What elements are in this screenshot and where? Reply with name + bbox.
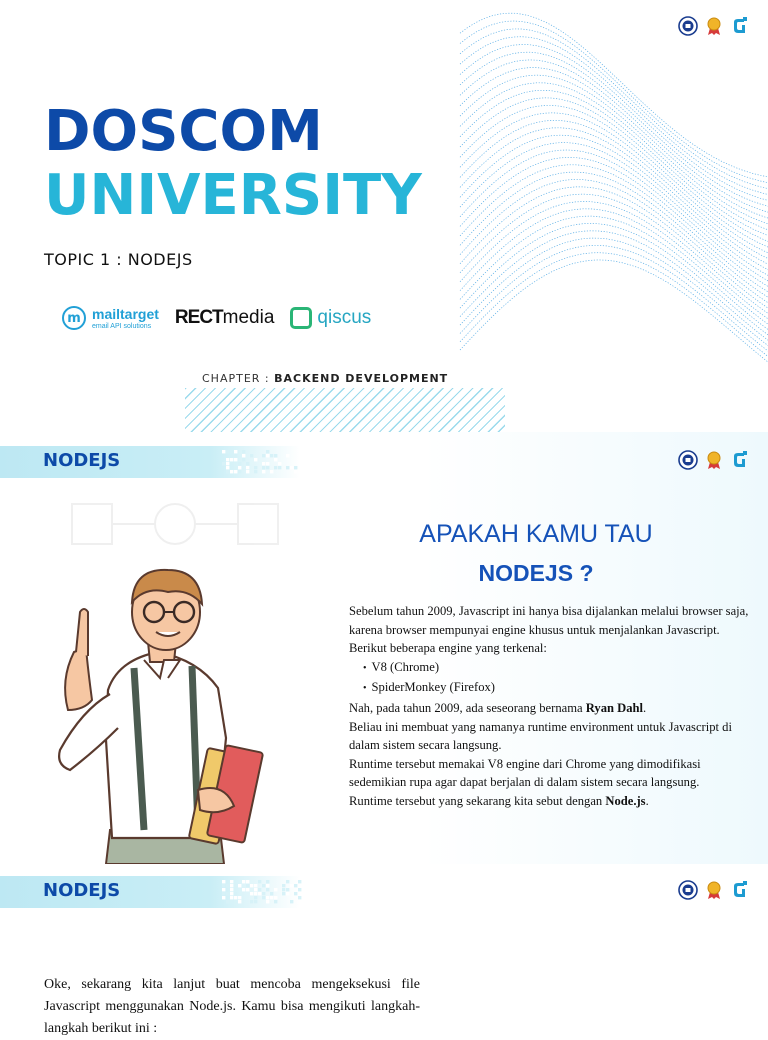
pixel-block [254, 896, 257, 899]
title-university: UNIVERSITY [44, 163, 422, 228]
pixel-block [250, 900, 253, 903]
chapter-label: CHAPTER : [202, 372, 275, 385]
paragraph: Runtime tersebut memakai V8 engine dari Chrome yang dimodifikasi sedemikian rupa agar dapat berjalan di dalam sistem secara langsung. [349, 756, 701, 790]
pixel-block [230, 880, 233, 883]
doscom-seal-icon [678, 450, 698, 470]
pixel-block [286, 454, 289, 457]
ryan-dahl-name: Ryan Dahl [585, 700, 644, 715]
pixel-block [254, 470, 257, 473]
badge-group [678, 450, 750, 470]
qiscus-wordmark: qiscus [317, 307, 372, 328]
pixel-block [262, 884, 265, 887]
pixel-block [230, 900, 233, 903]
sponsor-logos [62, 306, 371, 330]
pixel-block [238, 470, 241, 473]
pixel-block [258, 888, 261, 891]
pixel-block [250, 884, 253, 887]
pixel-block [226, 458, 229, 461]
brand-logo-icon [730, 450, 750, 470]
pixel-block [238, 462, 241, 465]
header-bar [0, 446, 300, 478]
mesh-wave-graphic [450, 20, 768, 390]
list-item: • SpiderMonkey (Firefox) [363, 678, 749, 699]
pixel-block [254, 892, 257, 895]
pixel-block [266, 462, 269, 465]
pixel-block [286, 888, 289, 891]
pixel-block [242, 454, 245, 457]
pixel-block [262, 892, 265, 895]
brand-logo-icon [730, 880, 750, 900]
pixel-block [290, 466, 293, 469]
pixel-block [278, 462, 281, 465]
header-bar [0, 876, 300, 908]
pixel-block [234, 470, 237, 473]
pixel-block [234, 892, 237, 895]
engine-list [363, 658, 749, 699]
rectmedia-logo [175, 307, 274, 329]
paragraph: Nah, pada tahun 2009, ada seseorang bernama Ryan Dahl. [349, 700, 647, 715]
pixel-block [226, 900, 229, 903]
pixel-block [266, 896, 269, 899]
pixel-block [270, 896, 273, 899]
pixel-block [266, 880, 269, 883]
pixel-block [298, 880, 301, 883]
pixel-block [274, 466, 277, 469]
topic-label: TOPIC 1 : NODEJS [44, 250, 193, 269]
content-slide [0, 864, 768, 1036]
doscom-seal-icon [678, 880, 698, 900]
pixel-block [246, 462, 249, 465]
pixel-block [294, 466, 297, 469]
mailtarget-tagline: email API solutions [92, 322, 152, 330]
content-slide [0, 432, 768, 864]
pixel-block [222, 892, 225, 895]
pixel-block [230, 896, 233, 899]
nodejs-explanation [349, 602, 749, 811]
pixel-block [250, 454, 253, 457]
pixel-block [226, 884, 229, 887]
diagonal-stripes-decoration [185, 388, 505, 432]
pixel-block [254, 458, 257, 461]
pixel-block [254, 884, 257, 887]
title-slide [0, 0, 768, 432]
pixel-block [258, 892, 261, 895]
pixel-block [270, 470, 273, 473]
pixel-block [286, 892, 289, 895]
pixel-block [298, 470, 301, 473]
pixel-block [286, 880, 289, 883]
pixel-block [298, 888, 301, 891]
qiscus-mark-icon [290, 307, 312, 329]
pixel-block [242, 450, 245, 453]
media-wordmark: media [222, 307, 275, 328]
pixel-block [274, 888, 277, 891]
mailtarget-name: mailtarget [92, 305, 159, 322]
pixel-block [258, 880, 261, 883]
pixel-block [238, 900, 241, 903]
paragraph: Berikut beberapa engine yang terkenal: [349, 641, 547, 656]
pixel-block [262, 896, 265, 899]
pixel-block [266, 466, 269, 469]
paragraph: Runtime tersebut yang sekarang kita sebut dengan Node.js. [349, 793, 649, 808]
pixel-block [222, 888, 225, 891]
pixel-block [234, 896, 237, 899]
pixel-block [226, 892, 229, 895]
pixel-block [266, 900, 269, 903]
pixel-block [290, 900, 293, 903]
pixel-block [222, 880, 225, 883]
pixel-block [274, 900, 277, 903]
pixel-block [246, 884, 249, 887]
pixel-block [222, 896, 225, 899]
pixel-block [254, 900, 257, 903]
pixel-block [270, 892, 273, 895]
pixel-block [286, 466, 289, 469]
pixel-block [234, 458, 237, 461]
pixel-block [238, 896, 241, 899]
pixel-block [294, 884, 297, 887]
faint-flowchart-decoration [70, 494, 280, 554]
qiscus-logo [290, 307, 371, 329]
rect-wordmark: RECT [174, 307, 223, 328]
paragraph: Beliau ini membuat yang namanya runtime environment untuk Javascript di dalam sistem secara langsung. [349, 719, 732, 753]
pixel-block [238, 884, 241, 887]
student-illustration [48, 560, 278, 864]
award-ribbon-icon [704, 880, 724, 900]
pixel-block [274, 454, 277, 457]
pixel-block [230, 450, 233, 453]
pixel-block [234, 454, 237, 457]
pixel-block [246, 466, 249, 469]
pixel-block [270, 454, 273, 457]
pixel-block [222, 884, 225, 887]
pixel-block [298, 896, 301, 899]
pixel-pattern-decoration [222, 450, 304, 474]
intro-paragraph: Oke, sekarang kita lanjut buat mencoba mengeksekusi file Javascript menggunakan Node.js. Kamu bisa mengikuti langkah-langkah berikut ini : [44, 977, 420, 1036]
pixel-block [262, 466, 265, 469]
pixel-pattern-decoration [222, 880, 304, 904]
pixel-block [242, 458, 245, 461]
pixel-block [226, 462, 229, 465]
pixel-block [234, 450, 237, 453]
pixel-block [250, 892, 253, 895]
pixel-block [242, 880, 245, 883]
pixel-block [278, 466, 281, 469]
chapter-value: BACKEND DEVELOPMENT [274, 372, 449, 385]
pixel-block [282, 884, 285, 887]
question-line-2: NODEJS ? [478, 560, 594, 586]
pixel-block [282, 892, 285, 895]
pixel-block [226, 470, 229, 473]
pixel-block [266, 454, 269, 457]
paragraph: Sebelum tahun 2009, Javascript ini hanya bisa dijalankan melalui browser saja, karena browser mempunyai engine khusus untuk menjalankan Javascript. [349, 604, 749, 637]
mailtarget-logo [62, 306, 159, 330]
pixel-block [230, 884, 233, 887]
pixel-block [230, 892, 233, 895]
pixel-block [226, 450, 229, 453]
nodejs-name: Node.js [605, 793, 646, 808]
chapter-line [202, 372, 448, 385]
mailtarget-mark: m [62, 306, 86, 330]
pixel-block [294, 470, 297, 473]
pixel-block [246, 888, 249, 891]
pixel-block [262, 454, 265, 457]
award-ribbon-icon [704, 450, 724, 470]
pixel-block [226, 466, 229, 469]
pixel-block [290, 884, 293, 887]
pixel-block [230, 458, 233, 461]
pixel-block [274, 458, 277, 461]
pixel-block [246, 880, 249, 883]
slide-header: NODEJS [43, 880, 121, 901]
wave-lines [460, 13, 768, 362]
pixel-block [274, 896, 277, 899]
pixel-block [254, 466, 257, 469]
pixel-block [238, 466, 241, 469]
badge-group [678, 880, 750, 900]
pixel-block [230, 888, 233, 891]
list-item: • V8 (Chrome) [363, 658, 749, 679]
pixel-block [262, 462, 265, 465]
pixel-block [266, 884, 269, 887]
pixel-block [222, 462, 225, 465]
pixel-block [222, 450, 225, 453]
pixel-block [242, 888, 245, 891]
slide-header: NODEJS [43, 450, 121, 471]
pixel-block [266, 888, 269, 891]
pixel-block [294, 892, 297, 895]
question-line-1: APAKAH KAMU TAU [419, 520, 653, 548]
pixel-block [230, 470, 233, 473]
pixel-block [262, 470, 265, 473]
pixel-block [254, 888, 257, 891]
pixel-block [246, 470, 249, 473]
pixel-block [266, 450, 269, 453]
pixel-block [282, 888, 285, 891]
title-doscom: DOSCOM [44, 99, 323, 164]
